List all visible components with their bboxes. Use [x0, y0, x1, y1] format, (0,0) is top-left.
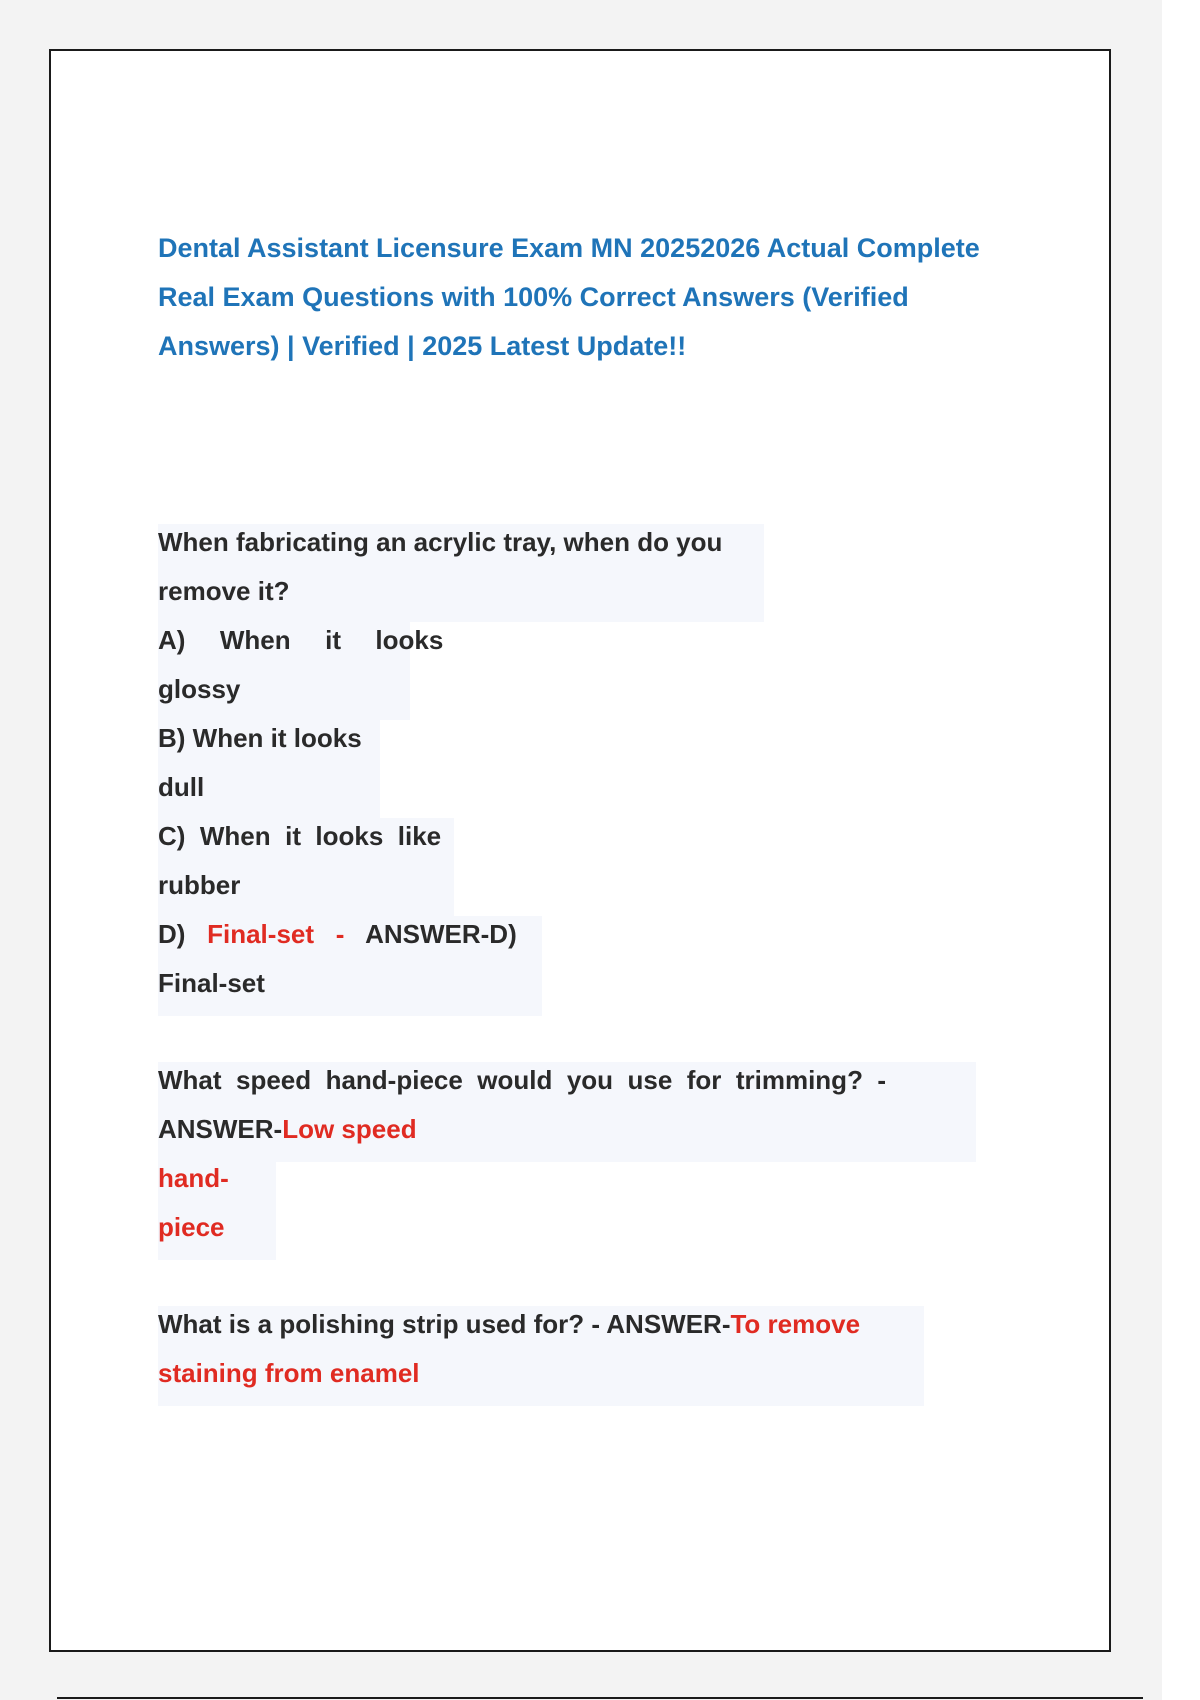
q2-answer-line1	[158, 1105, 417, 1154]
q2-answer-red-line2: hand-	[158, 1163, 229, 1193]
q1-option-d-prefix: D)	[158, 919, 186, 949]
next-page-edge	[57, 1697, 1143, 1699]
q2-answer-red-line1: Low speed	[282, 1114, 417, 1144]
q1-option-d-line2: Final-set	[158, 968, 265, 998]
q3-answer-red-line2: staining from enamel	[158, 1358, 420, 1388]
q3-line1	[158, 1300, 860, 1349]
viewer-background-strip	[1162, 0, 1200, 1700]
q2-answer-red-line3: piece	[158, 1212, 225, 1242]
q1-option-d-answer: ANSWER-D)	[365, 919, 517, 949]
q1-option-a-line2: glossy	[158, 674, 241, 704]
q1-option-c-line2: rubber	[158, 870, 241, 900]
q1-option-a-line1: A) When it looks	[158, 625, 444, 655]
q1-option-b-line1: B) When it looks	[158, 723, 362, 753]
q1-question-line2: remove it?	[158, 576, 290, 606]
q1-option-d-red: Final-set -	[207, 919, 345, 949]
q3-question: What is a polishing strip used for? - ANSWER-	[158, 1309, 731, 1339]
q2-question-line1: What speed hand-piece would you use for trimming? -	[158, 1065, 887, 1095]
q1-option-d-line1	[158, 910, 517, 959]
q3-answer-red-line1: To remove	[730, 1309, 861, 1339]
document-title: Dental Assistant Licensure Exam MN 20252026 Actual Complete Real Exam Questions with 100% Correct Answers (Verified Answers) | Verified | 2025 Latest Update!!	[158, 233, 980, 361]
q1-question-line1: When fabricating an acrylic tray, when do you	[158, 527, 723, 557]
q2-answer-prefix: ANSWER-	[158, 1114, 283, 1144]
q1-option-c-line1: C) When it looks like	[158, 821, 442, 851]
q1-option-b-line2: dull	[158, 772, 205, 802]
